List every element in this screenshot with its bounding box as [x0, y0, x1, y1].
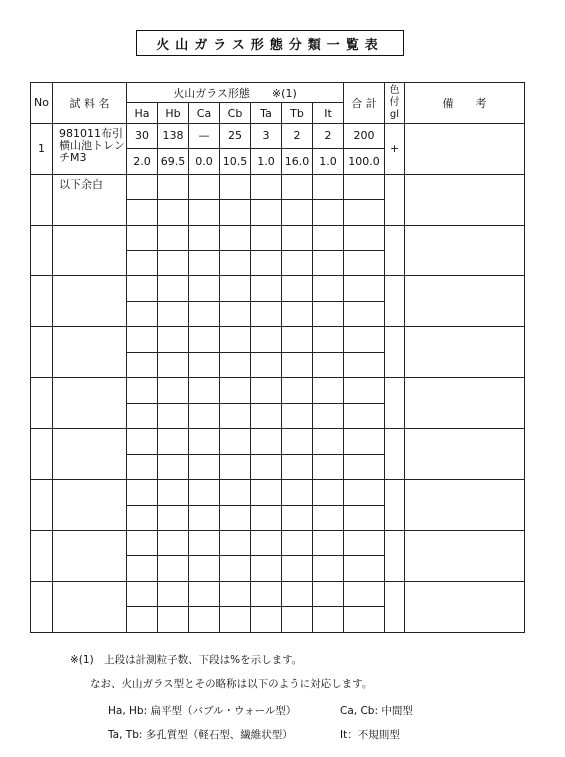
percent-cell — [251, 607, 282, 633]
header-total: 合 計 — [344, 83, 385, 124]
header-sample-name: 試 料 名 — [53, 83, 127, 124]
column-header-tb: Tb — [282, 103, 313, 123]
table-row — [31, 225, 525, 250]
remarks-cell — [405, 530, 525, 581]
count-cell — [313, 225, 344, 250]
column-header-it: It — [313, 103, 344, 123]
sample-name — [53, 276, 127, 327]
count-cell — [251, 581, 282, 606]
count-cell — [282, 378, 313, 403]
count-cell — [127, 581, 158, 606]
column-header-ta: Ta — [251, 103, 282, 123]
sample-name — [53, 581, 127, 632]
table-row — [31, 429, 525, 454]
percent-cell — [127, 301, 158, 326]
remarks-cell — [405, 378, 525, 429]
count-cell: 138 — [158, 123, 189, 148]
count-cell — [313, 429, 344, 454]
percent-cell — [220, 352, 251, 377]
sample-name: 981011布引 横山池トレン チM3 — [53, 123, 127, 174]
count-cell — [158, 378, 189, 403]
percent-cell — [220, 200, 251, 225]
count-cell — [251, 276, 282, 301]
percent-total: 100.0 — [344, 149, 385, 174]
count-cell — [282, 581, 313, 606]
percent-cell — [189, 556, 220, 581]
sample-name — [53, 429, 127, 480]
count-cell — [282, 480, 313, 505]
percent-cell — [251, 250, 282, 275]
count-cell — [251, 429, 282, 454]
table-row — [31, 123, 525, 148]
count-cell: 30 — [127, 123, 158, 148]
count-total — [344, 581, 385, 606]
count-total — [344, 429, 385, 454]
count-cell — [189, 581, 220, 606]
count-cell — [313, 581, 344, 606]
colored-glass-mark — [385, 174, 405, 225]
row-no — [31, 581, 53, 632]
count-cell — [189, 530, 220, 555]
row-no — [31, 225, 53, 276]
row-no — [31, 276, 53, 327]
count-cell — [251, 225, 282, 250]
count-cell — [251, 378, 282, 403]
percent-total — [344, 352, 385, 377]
sample-name — [53, 225, 127, 276]
percent-cell — [282, 301, 313, 326]
percent-total — [344, 607, 385, 633]
percent-total — [344, 505, 385, 530]
count-cell — [251, 530, 282, 555]
count-cell: — — [189, 123, 220, 148]
column-header-hb: Hb — [158, 103, 189, 123]
count-cell — [282, 530, 313, 555]
percent-cell — [251, 505, 282, 530]
count-cell — [189, 327, 220, 352]
header-no: No — [31, 83, 53, 124]
row-no — [31, 378, 53, 429]
row-no — [31, 480, 53, 531]
count-cell — [313, 174, 344, 199]
percent-cell — [127, 454, 158, 479]
percent-cell — [220, 607, 251, 633]
count-total — [344, 480, 385, 505]
count-cell — [220, 174, 251, 199]
note-glass-type-it: It：不規則型 — [340, 729, 400, 741]
header-colored-glass: 色 付 gl — [385, 83, 405, 124]
colored-glass-mark: + — [385, 123, 405, 174]
count-cell — [313, 480, 344, 505]
count-cell — [220, 530, 251, 555]
percent-cell: 1.0 — [251, 149, 282, 174]
percent-total — [344, 403, 385, 428]
count-cell — [282, 429, 313, 454]
percent-cell — [313, 454, 344, 479]
count-cell — [127, 276, 158, 301]
percent-cell — [189, 454, 220, 479]
document-title: 火山ガラス形態分類一覧表 — [136, 30, 404, 56]
glass-morphology-table — [30, 82, 525, 633]
colored-glass-mark — [385, 276, 405, 327]
percent-cell — [251, 556, 282, 581]
table-row — [31, 581, 525, 606]
count-cell — [251, 327, 282, 352]
sample-name — [53, 378, 127, 429]
note-glass-type-ta-tb: Ta, Tb: 多孔質型（軽石型、繊維状型） — [108, 729, 293, 741]
column-header-ca: Ca — [189, 103, 220, 123]
count-cell — [189, 174, 220, 199]
count-cell: 3 — [251, 123, 282, 148]
count-cell — [158, 429, 189, 454]
header-morphology: 火山ガラス形態 ※(1) — [127, 83, 344, 103]
percent-cell — [158, 607, 189, 633]
colored-glass-mark — [385, 530, 405, 581]
count-cell — [313, 378, 344, 403]
percent-cell — [127, 352, 158, 377]
colored-glass-mark — [385, 429, 405, 480]
count-cell: 2 — [313, 123, 344, 148]
count-cell — [220, 378, 251, 403]
colored-glass-mark — [385, 327, 405, 378]
count-cell — [158, 530, 189, 555]
percent-cell: 16.0 — [282, 149, 313, 174]
percent-cell — [313, 200, 344, 225]
remarks-cell — [405, 276, 525, 327]
row-no — [31, 530, 53, 581]
table-row — [31, 480, 525, 505]
colored-glass-mark — [385, 581, 405, 632]
percent-cell — [251, 301, 282, 326]
note-glass-type-ha-hb: Ha, Hb: 扁平型（バブル・ウォール型） — [108, 705, 297, 717]
percent-cell — [313, 505, 344, 530]
note-1: ※(1) 上段は計測粒子数、下段は%を示します。 — [70, 654, 303, 666]
percent-cell — [313, 403, 344, 428]
count-total: 200 — [344, 123, 385, 148]
percent-cell — [282, 200, 313, 225]
percent-cell: 69.5 — [158, 149, 189, 174]
percent-cell: 2.0 — [127, 149, 158, 174]
count-cell — [220, 225, 251, 250]
percent-total — [344, 200, 385, 225]
percent-cell — [313, 607, 344, 633]
count-total — [344, 327, 385, 352]
count-cell — [220, 480, 251, 505]
count-cell — [127, 327, 158, 352]
remarks-cell — [405, 480, 525, 531]
percent-cell — [220, 250, 251, 275]
percent-cell — [313, 556, 344, 581]
count-cell — [127, 480, 158, 505]
row-no — [31, 429, 53, 480]
note-glass-type-ca-cb: Ca, Cb: 中間型 — [340, 705, 413, 717]
count-cell — [282, 225, 313, 250]
percent-cell — [189, 250, 220, 275]
percent-cell — [282, 607, 313, 633]
count-cell — [189, 276, 220, 301]
count-total — [344, 225, 385, 250]
percent-cell — [220, 556, 251, 581]
percent-cell — [158, 250, 189, 275]
percent-cell — [127, 505, 158, 530]
percent-total — [344, 250, 385, 275]
count-cell — [282, 174, 313, 199]
colored-glass-mark — [385, 378, 405, 429]
count-cell — [220, 327, 251, 352]
count-cell — [189, 225, 220, 250]
percent-cell — [158, 352, 189, 377]
percent-cell — [189, 607, 220, 633]
count-cell — [220, 581, 251, 606]
remarks-cell — [405, 123, 525, 174]
percent-cell — [189, 301, 220, 326]
count-cell — [158, 480, 189, 505]
sample-name — [53, 480, 127, 531]
percent-cell — [158, 556, 189, 581]
count-total — [344, 530, 385, 555]
percent-cell — [220, 505, 251, 530]
remarks-cell — [405, 174, 525, 225]
percent-cell: 10.5 — [220, 149, 251, 174]
percent-cell — [220, 454, 251, 479]
count-cell — [313, 327, 344, 352]
count-cell — [282, 327, 313, 352]
count-cell — [251, 480, 282, 505]
remarks-cell — [405, 225, 525, 276]
percent-total — [344, 454, 385, 479]
sample-name — [53, 327, 127, 378]
count-cell — [251, 174, 282, 199]
count-cell — [313, 530, 344, 555]
remarks-cell — [405, 327, 525, 378]
row-no — [31, 174, 53, 225]
percent-cell — [220, 301, 251, 326]
table-row — [31, 530, 525, 555]
percent-cell — [158, 301, 189, 326]
percent-cell — [189, 200, 220, 225]
count-total — [344, 276, 385, 301]
percent-cell — [282, 454, 313, 479]
percent-total — [344, 301, 385, 326]
percent-cell — [158, 505, 189, 530]
percent-cell — [313, 301, 344, 326]
percent-cell — [189, 403, 220, 428]
count-cell: 2 — [282, 123, 313, 148]
table-row — [31, 174, 525, 199]
count-cell: 25 — [220, 123, 251, 148]
table-row — [31, 327, 525, 352]
percent-cell — [282, 505, 313, 530]
count-cell — [127, 530, 158, 555]
sample-name: 以下余白 — [53, 174, 127, 225]
percent-cell — [251, 200, 282, 225]
note-2: なお、火山ガラス型とその略称は以下のように対応します。 — [90, 678, 373, 690]
colored-glass-mark — [385, 480, 405, 531]
percent-cell — [282, 556, 313, 581]
percent-cell — [158, 454, 189, 479]
count-cell — [158, 581, 189, 606]
percent-cell — [127, 403, 158, 428]
remarks-cell — [405, 429, 525, 480]
percent-cell — [158, 403, 189, 428]
table-row — [31, 276, 525, 301]
percent-cell — [127, 607, 158, 633]
count-cell — [189, 480, 220, 505]
percent-cell — [282, 403, 313, 428]
percent-cell: 1.0 — [313, 149, 344, 174]
percent-cell — [127, 250, 158, 275]
remarks-cell — [405, 581, 525, 632]
percent-cell — [282, 250, 313, 275]
percent-cell — [127, 200, 158, 225]
percent-cell — [251, 403, 282, 428]
count-cell — [158, 174, 189, 199]
percent-cell — [282, 352, 313, 377]
percent-cell — [158, 200, 189, 225]
header-remarks: 備 考 — [405, 83, 525, 124]
count-cell — [158, 225, 189, 250]
percent-cell — [251, 352, 282, 377]
count-cell — [127, 378, 158, 403]
count-cell — [158, 276, 189, 301]
percent-cell — [251, 454, 282, 479]
column-header-cb: Cb — [220, 103, 251, 123]
count-cell — [189, 378, 220, 403]
column-header-ha: Ha — [127, 103, 158, 123]
count-total — [344, 378, 385, 403]
colored-glass-mark — [385, 225, 405, 276]
percent-cell — [127, 556, 158, 581]
percent-cell — [189, 505, 220, 530]
count-cell — [220, 276, 251, 301]
count-cell — [189, 429, 220, 454]
count-cell — [127, 225, 158, 250]
count-cell — [127, 429, 158, 454]
percent-total — [344, 556, 385, 581]
count-cell — [282, 276, 313, 301]
table-row — [31, 378, 525, 403]
row-no: 1 — [31, 123, 53, 174]
count-cell — [158, 327, 189, 352]
percent-cell — [220, 403, 251, 428]
percent-cell — [313, 250, 344, 275]
count-total — [344, 174, 385, 199]
count-cell — [220, 429, 251, 454]
count-cell — [127, 174, 158, 199]
count-cell — [313, 276, 344, 301]
sample-name — [53, 530, 127, 581]
percent-cell — [313, 352, 344, 377]
row-no — [31, 327, 53, 378]
percent-cell: 0.0 — [189, 149, 220, 174]
percent-cell — [189, 352, 220, 377]
